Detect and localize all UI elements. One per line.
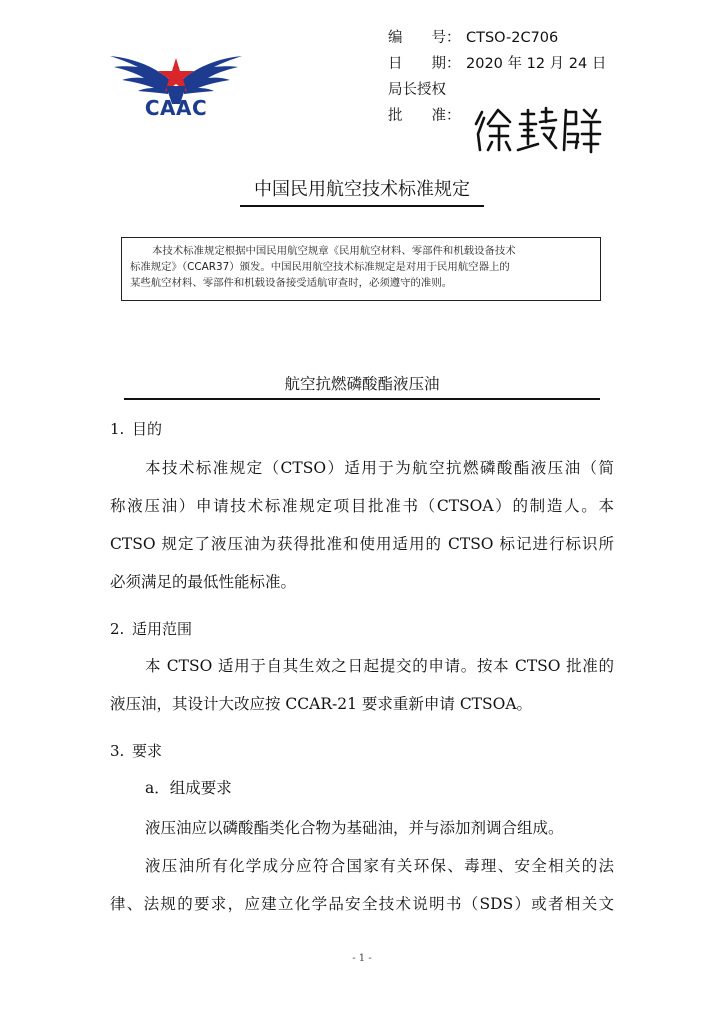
section-title: 要求 xyxy=(132,742,163,760)
subtitle-underline xyxy=(124,398,600,400)
document-title: 中国民用航空技术标准规定 xyxy=(254,179,470,200)
notice-box xyxy=(121,237,601,301)
section-2-heading xyxy=(110,618,192,639)
body-line: 称液压油）申请技术标准规定项目批准书（CTSOA）的制造人。本 xyxy=(110,497,614,515)
doc-date-label: 日 期： xyxy=(388,56,461,72)
subsection-a-heading: a．组成要求 xyxy=(145,779,232,797)
section-number: 1. xyxy=(110,420,125,438)
doc-date-value: 2020 年 12 月 24 日 xyxy=(466,56,607,72)
notice-line: 标准规定》（CCAR37）颁发。中国民用航空技术标准规定是对用于民用航空器上的 xyxy=(130,261,510,273)
caac-logo-text: CAAC xyxy=(144,96,208,120)
standard-subtitle: 航空抗燃磷酸酯液压油 xyxy=(284,375,440,393)
body-line: 液压油应以磷酸酯类化合物为基础油，并与添加剂调合组成。 xyxy=(145,819,564,837)
authorization-label: 局长授权 xyxy=(388,82,446,98)
body-line: 必须满足的最低性能标准。 xyxy=(110,573,297,591)
body-line: 本技术标准规定（CTSO）适用于为航空抗燃磷酸酯液压油（简 xyxy=(145,459,614,477)
section-1-heading xyxy=(110,418,162,439)
body-line: 律、法规的要求，应建立化学品安全技术说明书（SDS）或者相关文 xyxy=(110,895,614,913)
section-3-heading xyxy=(110,740,162,761)
body-line: 液压油，其设计大改应按 CCAR-21 要求重新申请 CTSOA。 xyxy=(110,695,533,713)
section-number: 2. xyxy=(110,620,125,638)
body-line: CTSO 规定了液压油为获得批准和使用适用的 CTSO 标记进行标识所 xyxy=(110,535,614,553)
doc-number-label: 编 号： xyxy=(388,30,461,46)
title-underline xyxy=(240,205,484,207)
body-line: 本 CTSO 适用于自其生效之日起提交的申请。按本 CTSO 批准的 xyxy=(145,657,614,675)
section-number: 3. xyxy=(110,742,125,760)
notice-line: 某些航空材料、零部件和机载设备接受适航审查时，必须遵守的准则。 xyxy=(130,277,453,289)
page-number: - 1 - xyxy=(352,953,372,964)
doc-number-value: CTSO-2C706 xyxy=(466,30,559,46)
body-line: 液压油所有化学成分应符合国家有关环保、毒理、安全相关的法 xyxy=(145,857,614,875)
approval-label: 批 准： xyxy=(388,108,461,124)
authorization-row xyxy=(388,78,466,99)
doc-number-row xyxy=(388,26,558,47)
approval-row xyxy=(388,104,466,125)
handwritten-signature xyxy=(472,104,602,156)
notice-line: 本技术标准规定根据中国民用航空规章《民用航空材料、零部件和机载设备技术 xyxy=(152,245,516,257)
section-title: 目的 xyxy=(132,420,163,438)
doc-date-row xyxy=(388,52,606,73)
section-title: 适用范围 xyxy=(132,620,193,638)
